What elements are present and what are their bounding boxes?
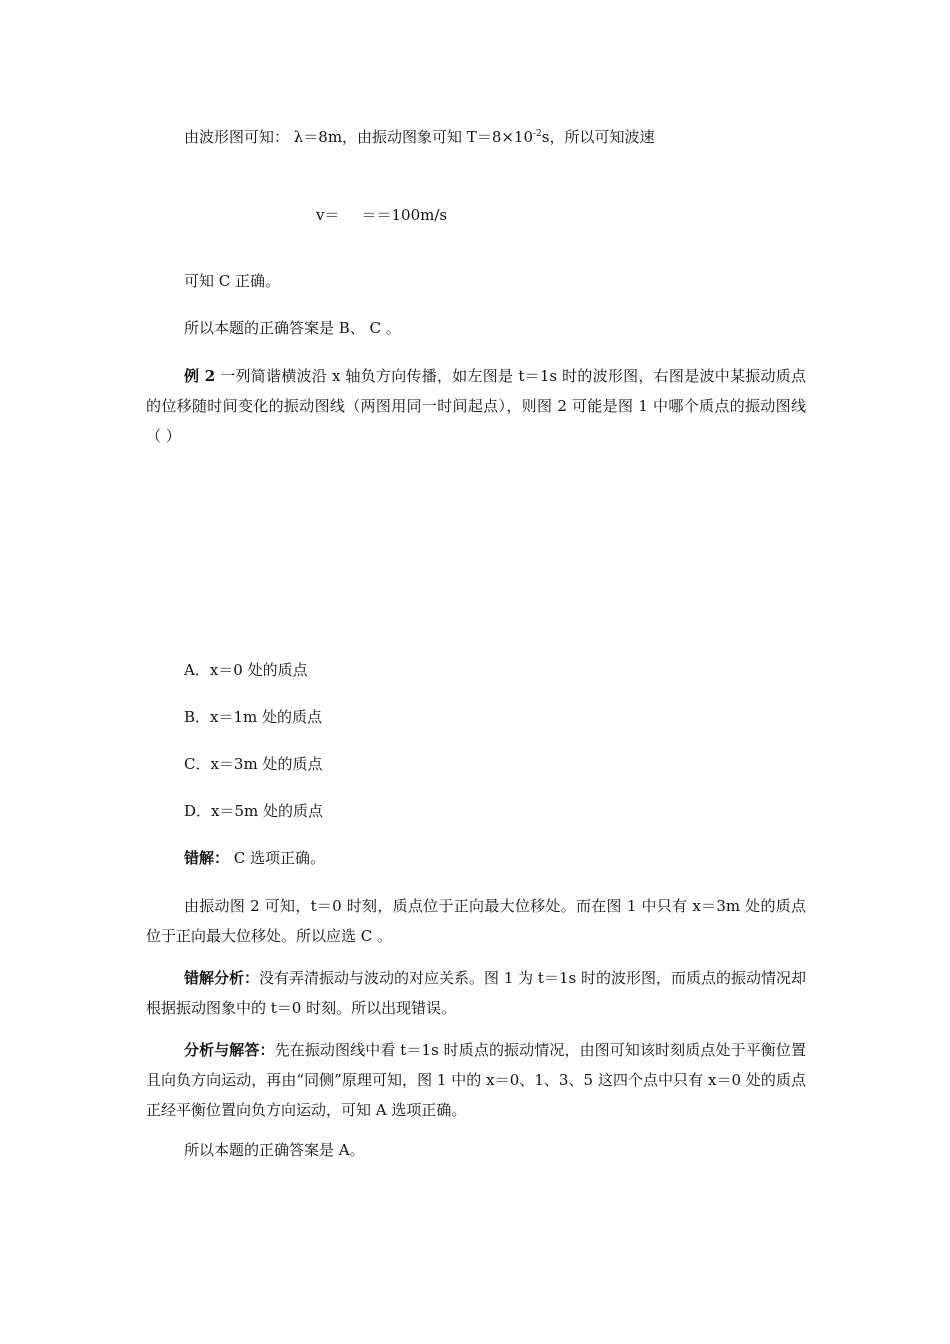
figure-area <box>146 448 806 638</box>
conclusion-c-correct: 可知 C 正确。 <box>184 272 281 290</box>
answer-paragraph-1: 所以本题的正确答案是 B、 C 。 <box>184 319 401 337</box>
formula-lhs: v＝ <box>316 206 340 224</box>
option-a: A．x＝0 处的质点 <box>184 661 308 679</box>
analysis-and-answer: 分析与解答：先在振动图线中看 t＝1s 时质点的振动情况，由图可知该时刻质点处于平衡位置且向负方向运动，再由“同侧”原理可知，图 1 中的 x＝0、1、3、5 这四个点中只有 x＝0 处的质点正经平衡位置向负方向运动，可知 A 选项正确。 <box>146 1041 806 1119</box>
example-2-question: 例 2 一列简谐横波沿 x 轴负方向传播，如左图是 t＝1s 时的波形图，右图是波中某振动质点的位移随时间变化的振动图线（两图用同一时间起点），则图 2 可能是图 1 中哪个质点的振动图线（ ） <box>146 367 806 445</box>
example-2-label: 例 2 <box>184 367 216 385</box>
wrong-solution: 错解： C 选项正确。 <box>184 849 326 867</box>
answer-paragraph-2: 所以本题的正确答案是 A。 <box>184 1141 365 1159</box>
wrong-reasoning: 由振动图 2 可知，t＝0 时刻，质点位于正向最大位移处。而在图 1 中只有 x＝3m 处的质点位于正向最大位移处。所以应选 C 。 <box>146 897 806 945</box>
wrong-analysis: 错解分析：没有弄清振动与波动的对应关系。图 1 为 t＝1s 时的波形图，而质点的振动情况却根据振动图象中的 t＝0 时刻。所以出现错误。 <box>146 969 806 1017</box>
formula-rhs: ＝＝100m/s <box>361 206 448 224</box>
wave-parameters-line: 由波形图可知： λ＝8m，由振动图象可知 $T=8\times 10^{-2}s$，所以可知波速 <box>184 128 655 146</box>
option-d: D．x＝5m 处的质点 <box>184 802 324 820</box>
option-c: C．x＝3m 处的质点 <box>184 755 323 773</box>
wave-speed-formula <box>316 200 447 230</box>
option-b: B．x＝1m 处的质点 <box>184 708 323 726</box>
